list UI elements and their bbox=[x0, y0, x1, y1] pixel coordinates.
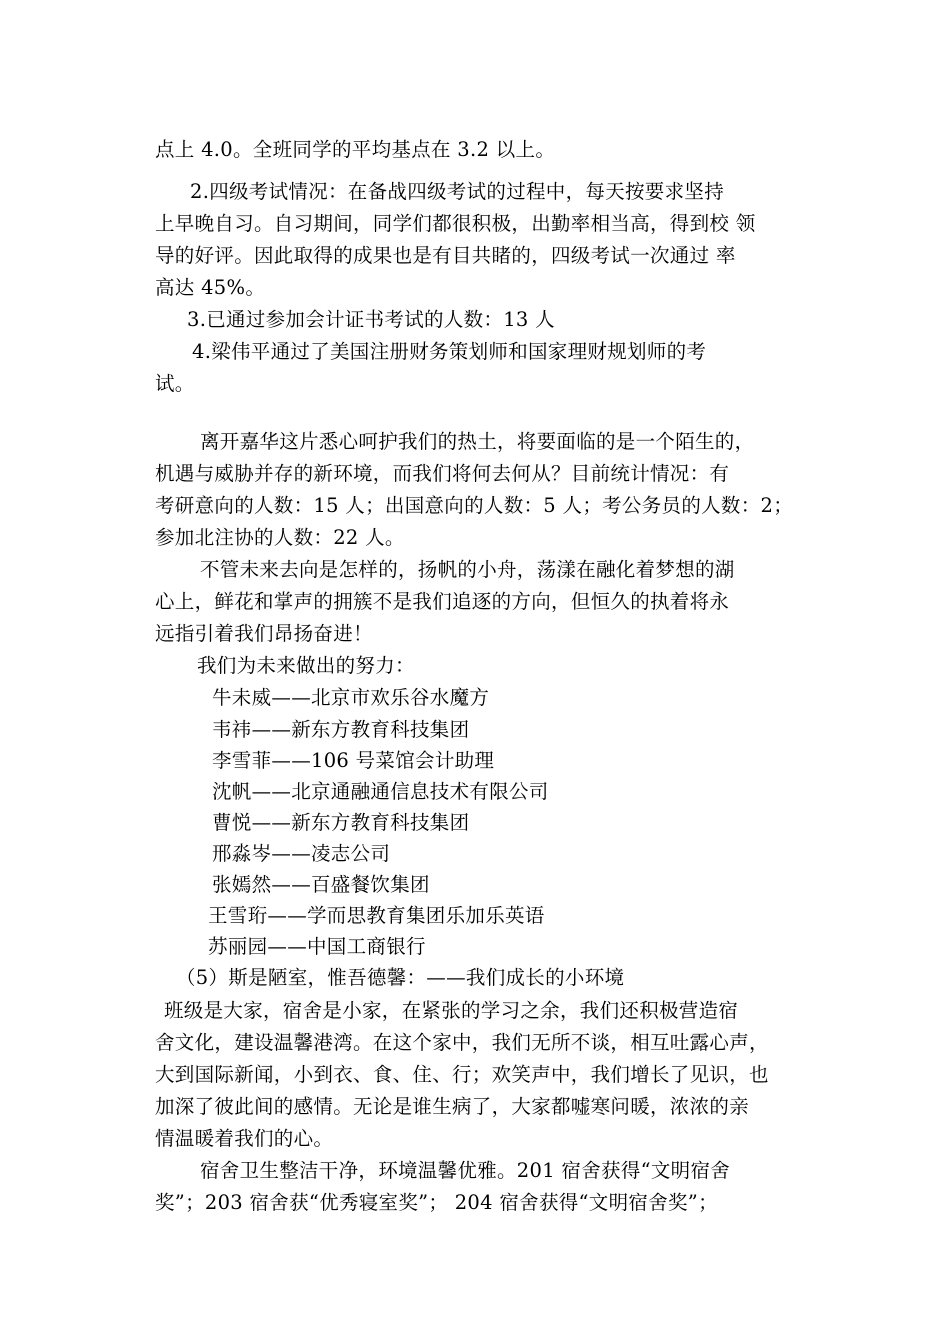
list-item: 李雪菲——106 号菜馆会计助理 bbox=[212, 749, 495, 772]
text-line: 心上，鲜花和掌声的拥簇不是我们追逐的方向，但恒久的执着将永 bbox=[155, 590, 730, 613]
text-line: 宿舍卫生整洁干净，环境温馨优雅。201 宿舍获得“文明宿舍 bbox=[200, 1159, 731, 1182]
text-line: 点上 4.0。全班同学的平均基点在 3.2 以上。 bbox=[155, 138, 556, 161]
text-line: 情温暖着我们的心。 bbox=[155, 1127, 334, 1150]
list-item: 牛未威——北京市欢乐谷水魔方 bbox=[212, 686, 490, 709]
section-heading: （5）斯是陋室，惟吾德馨：——我们成长的小环境 bbox=[176, 966, 625, 989]
list-item: 张嫣然——百盛餐饮集团 bbox=[212, 873, 430, 896]
list-item: 邢淼岑——凌志公司 bbox=[212, 842, 391, 865]
text-line: 远指引着我们昂扬奋进！ bbox=[155, 622, 373, 645]
text-line: 加深了彼此间的感情。无论是谁生病了，大家都嘘寒问暖，浓浓的亲 bbox=[155, 1095, 750, 1118]
text-line: 导的好评。因此取得的成果也是有目共睹的，四级考试一次通过 率 bbox=[155, 244, 736, 267]
text-line: 机遇与威胁并存的新环境，而我们将何去何从？目前统计情况：有 bbox=[155, 462, 730, 485]
text-line: 班级是大家，宿舍是小家，在紧张的学习之余，我们还积极营造宿 bbox=[164, 999, 739, 1022]
text-line: 离开嘉华这片悉心呵护我们的热土，将要面临的是一个陌生的， bbox=[200, 430, 755, 453]
text-line: 试。 bbox=[155, 372, 195, 395]
list-item: 曹悦——新东方教育科技集团 bbox=[212, 811, 470, 834]
text-line: 4.梁伟平通过了美国注册财务策划师和国家理财规划师的考 bbox=[192, 340, 707, 363]
text-line: 高达 45%。 bbox=[155, 276, 266, 299]
text-line: 大到国际新闻，小到衣、食、住、行；欢笑声中，我们增长了见识，也 bbox=[155, 1063, 769, 1086]
text-line: 不管未来去向是怎样的，扬帆的小舟，荡漾在融化着梦想的湖 bbox=[200, 558, 735, 581]
list-item: 苏丽园——中国工商银行 bbox=[208, 935, 426, 958]
text-line: 参加北注协的人数：22 人。 bbox=[155, 526, 405, 549]
text-line: 2.四级考试情况：在备战四级考试的过程中，每天按要求坚持 bbox=[190, 180, 725, 203]
text-line: 3.已通过参加会计证书考试的人数：13 人 bbox=[187, 308, 555, 331]
text-line: 上早晚自习。自习期间，同学们都很积极，出勤率相当高，得到校 领 bbox=[155, 212, 756, 235]
text-line: 奖”；203 宿舍获“优秀寝室奖”； 204 宿舍获得“文明宿舍奖”； bbox=[155, 1191, 718, 1214]
list-item: 韦祎——新东方教育科技集团 bbox=[212, 718, 470, 741]
text-line: 我们为未来做出的努力： bbox=[197, 654, 415, 677]
list-item: 王雪珩——学而思教育集团乐加乐英语 bbox=[208, 904, 545, 927]
list-item: 沈帆——北京通融通信息技术有限公司 bbox=[212, 780, 549, 803]
text-line: 舍文化，建设温馨港湾。在这个家中，我们无所不谈，相互吐露心声， bbox=[155, 1031, 769, 1054]
text-line: 考研意向的人数：15 人；出国意向的人数：5 人；考公务员的人数：2； bbox=[155, 494, 794, 517]
